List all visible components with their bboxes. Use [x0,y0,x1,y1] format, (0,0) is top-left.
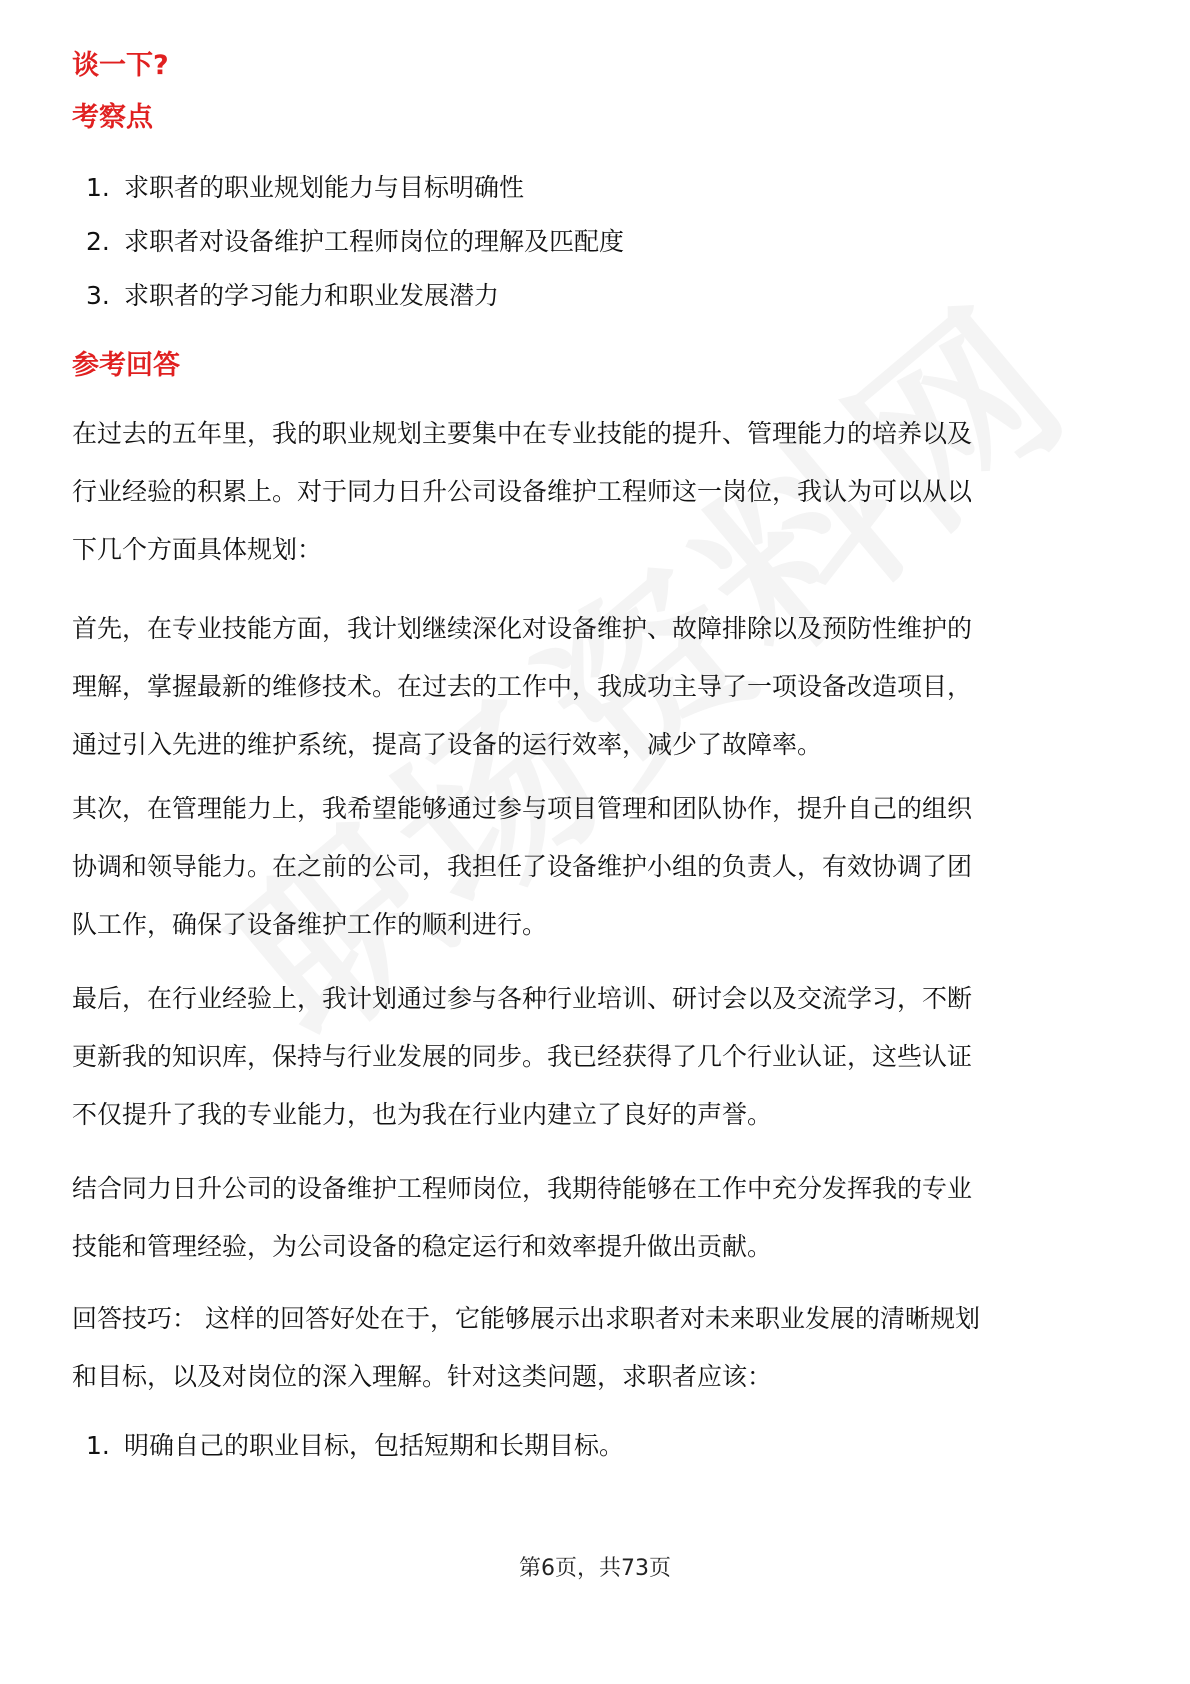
exam-point-item [86,170,524,206]
list-text: 求职者的学习能力和职业发展潜力 [124,281,500,310]
text-line: 协调和领导能力。在之前的公司，我担任了设备维护小组的负责人，有效协调了团 [72,852,973,881]
text-line: 不仅提升了我的专业能力，也为我在行业内建立了良好的声誉。 [72,1100,773,1129]
answer-paragraph [72,405,1122,579]
answer-paragraph [72,970,1122,1144]
list-text: 求职者对设备维护工程师岗位的理解及匹配度 [124,227,625,256]
answer-tips [72,1290,1122,1406]
text-line: 首先，在专业技能方面，我计划继续深化对设备维护、故障排除以及预防性维护的 [72,614,973,643]
list-number: 1. [86,173,110,202]
answer-paragraph [72,1160,1122,1276]
text-line: 结合同力日升公司的设备维护工程师岗位，我期待能够在工作中充分发挥我的专业 [72,1174,973,1203]
text-line: 理解，掌握最新的维修技术。在过去的工作中，我成功主导了一项设备改造项目， [72,672,973,701]
tips-list-item [86,1428,624,1464]
text-line: 更新我的知识库，保持与行业发展的同步。我已经获得了几个行业认证，这些认证 [72,1042,973,1071]
text-line: 和目标，以及对岗位的深入理解。针对这类问题，求职者应该： [72,1362,773,1391]
exam-point-item [86,278,499,314]
answer-paragraph [72,600,1122,774]
text-line: 最后，在行业经验上，我计划通过参与各种行业培训、研讨会以及交流学习，不断 [72,984,973,1013]
text-line: 队工作，确保了设备维护工作的顺利进行。 [72,910,548,939]
text-line: 回答技巧： 这样的回答好处在于，它能够展示出求职者对未来职业发展的清晰规划 [72,1304,980,1333]
answer-heading: 参考回答 [72,350,180,381]
question-tail: 谈一下? [72,50,169,81]
answer-paragraph [72,780,1122,954]
text-line: 下几个方面具体规划： [72,535,323,564]
exam-point-item [86,224,624,260]
text-line: 通过引入先进的维护系统，提高了设备的运行效率，减少了故障率。 [72,730,823,759]
list-text: 明确自己的职业目标，包括短期和长期目标。 [124,1431,625,1460]
text-line: 其次，在管理能力上，我希望能够通过参与项目管理和团队协作，提升自己的组织 [72,794,973,823]
list-text: 求职者的职业规划能力与目标明确性 [124,173,525,202]
text-line: 行业经验的积累上。对于同力日升公司设备维护工程师这一岗位，我认为可以从以 [72,477,973,506]
list-number: 1. [86,1431,110,1460]
text-line: 技能和管理经验，为公司设备的稳定运行和效率提升做出贡献。 [72,1232,773,1261]
page-number: 第6页，共73页 [519,1556,671,1581]
exam-points-heading: 考察点 [72,102,153,133]
list-number: 3. [86,281,110,310]
text-line: 在过去的五年里，我的职业规划主要集中在专业技能的提升、管理能力的培养以及 [72,419,973,448]
list-number: 2. [86,227,110,256]
